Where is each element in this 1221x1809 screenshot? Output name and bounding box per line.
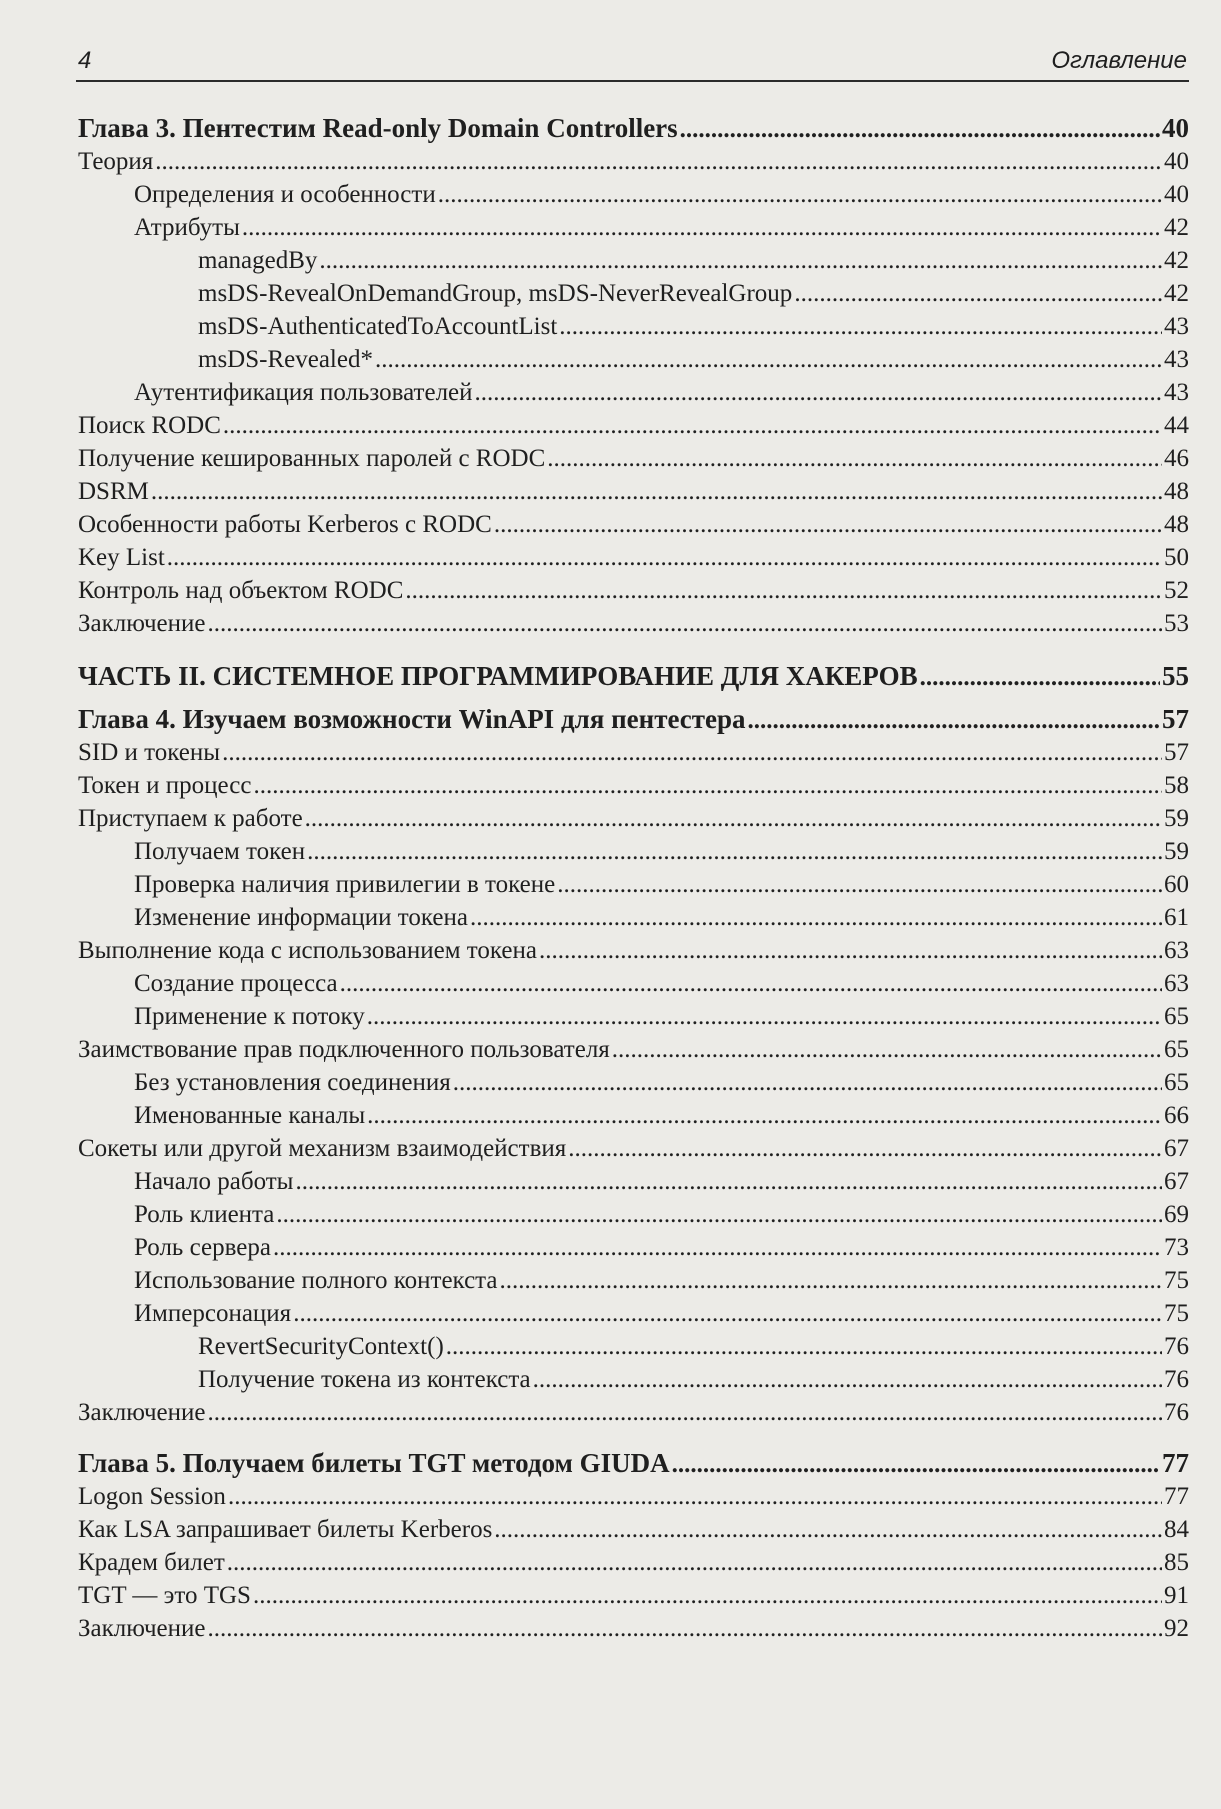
dot-leader xyxy=(167,541,1162,574)
toc-entry-title: Проверка наличия привилегии в токене xyxy=(134,871,556,898)
dot-leader xyxy=(367,1000,1162,1033)
dot-leader xyxy=(273,1231,1162,1264)
toc-entry-page: 73 xyxy=(1164,1234,1189,1261)
toc-entry-title: Глава 4. Изучаем возможности WinAPI для пентестера xyxy=(78,704,746,734)
toc-entry-title: RevertSecurityContext() xyxy=(198,1333,444,1360)
toc-entry-page: 40 xyxy=(1164,148,1189,175)
toc-entry-page: 42 xyxy=(1164,280,1189,307)
toc-entry-l2 xyxy=(78,967,1189,1000)
dot-leader xyxy=(446,1330,1162,1363)
section-title: Оглавление xyxy=(1051,47,1187,74)
toc-entry-page: 92 xyxy=(1164,1615,1189,1642)
dot-leader xyxy=(223,409,1162,442)
section-gap xyxy=(78,693,1189,703)
toc-entry-title: Именованные каналы xyxy=(134,1102,366,1129)
toc-entry-page: 61 xyxy=(1164,904,1189,931)
toc-entry-title: Токен и процесс xyxy=(78,772,252,799)
toc-entry-page: 65 xyxy=(1164,1003,1189,1030)
toc-entry-title: Крадем билет xyxy=(78,1549,225,1576)
toc-entry-l1 xyxy=(78,736,1189,769)
dot-leader xyxy=(253,769,1162,802)
toc-entry-page: 48 xyxy=(1164,478,1189,505)
toc-entry-l1 xyxy=(78,934,1189,967)
dot-leader xyxy=(405,574,1162,607)
toc-entry-page: 75 xyxy=(1164,1300,1189,1327)
toc-entry-page: 59 xyxy=(1164,805,1189,832)
toc-entry-page: 48 xyxy=(1164,511,1189,538)
toc-entry-l2 xyxy=(78,1000,1189,1033)
toc-entry-title: Контроль над объектом RODC xyxy=(78,577,404,604)
toc-entry-l1 xyxy=(78,769,1189,802)
toc-entry-title: TGT — это TGS xyxy=(78,1582,251,1609)
toc-entry-l1 xyxy=(78,1546,1189,1579)
toc-entry-page: 91 xyxy=(1164,1582,1189,1609)
toc-entry-page: 76 xyxy=(1164,1366,1189,1393)
toc-entry-l3 xyxy=(78,244,1189,277)
toc-entry-title: Создание процесса xyxy=(134,970,338,997)
toc-entry-l1 xyxy=(78,409,1189,442)
toc-entry-title: Роль сервера xyxy=(134,1234,271,1261)
dot-leader xyxy=(494,508,1162,541)
dot-leader xyxy=(367,1099,1162,1132)
toc-entry-page: 63 xyxy=(1164,937,1189,964)
toc-entry-l2 xyxy=(78,1231,1189,1264)
toc-entry-title: Logon Session xyxy=(78,1483,226,1510)
dot-leader xyxy=(494,1513,1162,1546)
running-head xyxy=(76,44,1189,82)
toc-entry-title: Определения и особенности xyxy=(134,181,436,208)
toc-entry-l2 xyxy=(78,1165,1189,1198)
toc-entry-l1 xyxy=(78,1579,1189,1612)
toc-entry-page: 67 xyxy=(1164,1135,1189,1162)
toc-entry-page: 40 xyxy=(1164,181,1189,208)
section-gap xyxy=(78,1429,1189,1447)
dot-leader xyxy=(242,211,1162,244)
toc-entry-title: msDS-AuthenticatedToAccountList xyxy=(198,313,558,340)
dot-leader xyxy=(208,1396,1163,1429)
toc-entry-l2 xyxy=(78,868,1189,901)
toc-entry-page: 75 xyxy=(1164,1267,1189,1294)
toc-entry-page: 84 xyxy=(1164,1516,1189,1543)
toc-entry-title: Как LSA запрашивает билеты Kerberos xyxy=(78,1516,493,1543)
toc-entry-title: Приступаем к работе xyxy=(78,805,303,832)
toc-entry-chapter xyxy=(78,1447,1189,1480)
toc-entry-title: Без установления соединения xyxy=(134,1069,451,1096)
toc-entry-page: 44 xyxy=(1164,412,1189,439)
table-of-contents xyxy=(78,112,1189,1645)
toc-entry-page: 76 xyxy=(1164,1399,1189,1426)
toc-entry-chapter xyxy=(78,703,1189,736)
toc-entry-title: DSRM xyxy=(78,478,149,505)
toc-entry-page: 40 xyxy=(1162,113,1189,143)
dot-leader xyxy=(680,113,1160,146)
dot-leader xyxy=(295,1165,1162,1198)
toc-entry-title: Использование полного контекста xyxy=(134,1267,498,1294)
toc-entry-page: 46 xyxy=(1164,445,1189,472)
toc-entry-l2 xyxy=(78,1066,1189,1099)
toc-entry-title: Получение токена из контекста xyxy=(198,1366,531,1393)
toc-entry-title: Key List xyxy=(78,544,165,571)
toc-entry-title: SID и токены xyxy=(78,739,221,766)
dot-leader xyxy=(547,442,1162,475)
toc-entry-title: Поиск RODC xyxy=(78,412,221,439)
toc-entry-page: 65 xyxy=(1164,1069,1189,1096)
toc-entry-l3 xyxy=(78,343,1189,376)
toc-entry-title: Получаем токен xyxy=(134,838,306,865)
dot-leader xyxy=(533,1363,1162,1396)
toc-entry-title: Имперсонация xyxy=(134,1300,292,1327)
toc-entry-title: Теория xyxy=(78,148,154,175)
dot-leader xyxy=(340,967,1162,1000)
toc-entry-page: 55 xyxy=(1162,661,1189,691)
toc-entry-l1 xyxy=(78,145,1189,178)
dot-leader xyxy=(208,1612,1163,1645)
dot-leader xyxy=(227,1546,1162,1579)
toc-entry-l2 xyxy=(78,1297,1189,1330)
toc-entry-l1 xyxy=(78,541,1189,574)
toc-entry-title: Заключение xyxy=(78,610,206,637)
dot-leader xyxy=(155,145,1162,178)
toc-entry-title: msDS-Revealed* xyxy=(198,346,373,373)
toc-entry-page: 43 xyxy=(1164,313,1189,340)
toc-entry-l2 xyxy=(78,211,1189,244)
toc-entry-page: 76 xyxy=(1164,1333,1189,1360)
toc-entry-page: 57 xyxy=(1162,704,1189,734)
dot-leader xyxy=(475,376,1162,409)
toc-entry-l1 xyxy=(78,1396,1189,1429)
toc-entry-title: msDS-RevealOnDemandGroup, msDS-NeverRevealGroup xyxy=(198,280,793,307)
toc-entry-l1 xyxy=(78,607,1189,640)
page-number: 4 xyxy=(78,47,92,74)
dot-leader xyxy=(293,1297,1162,1330)
toc-entry-page: 52 xyxy=(1164,577,1189,604)
dot-leader xyxy=(672,1448,1160,1481)
toc-entry-title: Заимствование прав подключенного пользователя xyxy=(78,1036,610,1063)
dot-leader xyxy=(319,244,1162,277)
toc-entry-title: Особенности работы Kerberos с RODC xyxy=(78,511,492,538)
section-gap xyxy=(78,640,1189,660)
dot-leader xyxy=(253,1579,1162,1612)
toc-entry-page: 53 xyxy=(1164,610,1189,637)
toc-entry-page: 77 xyxy=(1164,1483,1189,1510)
dot-leader xyxy=(568,1132,1162,1165)
toc-entry-page: 65 xyxy=(1164,1036,1189,1063)
toc-entry-l1 xyxy=(78,508,1189,541)
toc-entry-page: 58 xyxy=(1164,772,1189,799)
toc-entry-title: Изменение информации токена xyxy=(134,904,468,931)
toc-entry-page: 43 xyxy=(1164,379,1189,406)
toc-entry-title: Аутентификация пользователей xyxy=(134,379,473,406)
toc-entry-part xyxy=(78,660,1189,693)
toc-entry-l1 xyxy=(78,1132,1189,1165)
toc-entry-title: Атрибуты xyxy=(134,214,240,241)
dot-leader xyxy=(612,1033,1162,1066)
toc-entry-l1 xyxy=(78,442,1189,475)
dot-leader xyxy=(222,736,1162,769)
toc-entry-title: Начало работы xyxy=(134,1168,294,1195)
dot-leader xyxy=(500,1264,1163,1297)
toc-entry-l1 xyxy=(78,802,1189,835)
toc-entry-l1 xyxy=(78,1513,1189,1546)
toc-entry-title: ЧАСТЬ II. СИСТЕМНОЕ ПРОГРАММИРОВАНИЕ ДЛЯ ХАКЕРОВ xyxy=(78,661,918,691)
toc-entry-title: Заключение xyxy=(78,1399,206,1426)
toc-entry-l2 xyxy=(78,1198,1189,1231)
dot-leader xyxy=(453,1066,1162,1099)
toc-entry-page: 42 xyxy=(1164,247,1189,274)
dot-leader xyxy=(748,704,1160,737)
toc-entry-title: Получение кешированных паролей с RODC xyxy=(78,445,546,472)
toc-entry-page: 66 xyxy=(1164,1102,1189,1129)
dot-leader xyxy=(438,178,1162,211)
dot-leader xyxy=(208,607,1163,640)
toc-entry-page: 42 xyxy=(1164,214,1189,241)
toc-entry-l3 xyxy=(78,277,1189,310)
dot-leader xyxy=(151,475,1162,508)
dot-leader xyxy=(307,835,1162,868)
dot-leader xyxy=(276,1198,1162,1231)
toc-entry-title: managedBy xyxy=(198,247,318,274)
toc-entry-l2 xyxy=(78,901,1189,934)
toc-entry-title: Глава 5. Получаем билеты TGT методом GIUDA xyxy=(78,1448,670,1478)
toc-entry-page: 50 xyxy=(1164,544,1189,571)
toc-entry-page: 63 xyxy=(1164,970,1189,997)
dot-leader xyxy=(539,934,1162,967)
toc-entry-title: Заключение xyxy=(78,1615,206,1642)
toc-entry-l2 xyxy=(78,835,1189,868)
toc-entry-l2 xyxy=(78,178,1189,211)
toc-entry-page: 60 xyxy=(1164,871,1189,898)
toc-entry-l1 xyxy=(78,1612,1189,1645)
toc-entry-l3 xyxy=(78,310,1189,343)
toc-entry-l3 xyxy=(78,1363,1189,1396)
dot-leader xyxy=(559,310,1162,343)
dot-leader xyxy=(375,343,1162,376)
dot-leader xyxy=(920,661,1160,694)
toc-entry-page: 59 xyxy=(1164,838,1189,865)
dot-leader xyxy=(794,277,1162,310)
toc-entry-l3 xyxy=(78,1330,1189,1363)
toc-entry-l2 xyxy=(78,1264,1189,1297)
toc-entry-title: Глава 3. Пентестим Read-only Domain Controllers xyxy=(78,113,678,143)
toc-entry-l2 xyxy=(78,376,1189,409)
toc-entry-title: Сокеты или другой механизм взаимодействия xyxy=(78,1135,567,1162)
toc-entry-page: 77 xyxy=(1162,1448,1189,1478)
toc-entry-page: 57 xyxy=(1164,739,1189,766)
toc-entry-l1 xyxy=(78,1033,1189,1066)
toc-entry-title: Применение к потоку xyxy=(134,1003,365,1030)
toc-entry-l1 xyxy=(78,1480,1189,1513)
toc-entry-title: Выполнение кода с использованием токена xyxy=(78,937,537,964)
toc-entry-title: Роль клиента xyxy=(134,1201,275,1228)
toc-entry-l1 xyxy=(78,574,1189,607)
toc-entry-page: 67 xyxy=(1164,1168,1189,1195)
toc-entry-l2 xyxy=(78,1099,1189,1132)
toc-entry-page: 43 xyxy=(1164,346,1189,373)
dot-leader xyxy=(557,868,1162,901)
dot-leader xyxy=(228,1480,1162,1513)
dot-leader xyxy=(305,802,1162,835)
toc-entry-page: 85 xyxy=(1164,1549,1189,1576)
toc-entry-page: 69 xyxy=(1164,1201,1189,1228)
dot-leader xyxy=(470,901,1162,934)
toc-entry-l1 xyxy=(78,475,1189,508)
toc-entry-chapter xyxy=(78,112,1189,145)
